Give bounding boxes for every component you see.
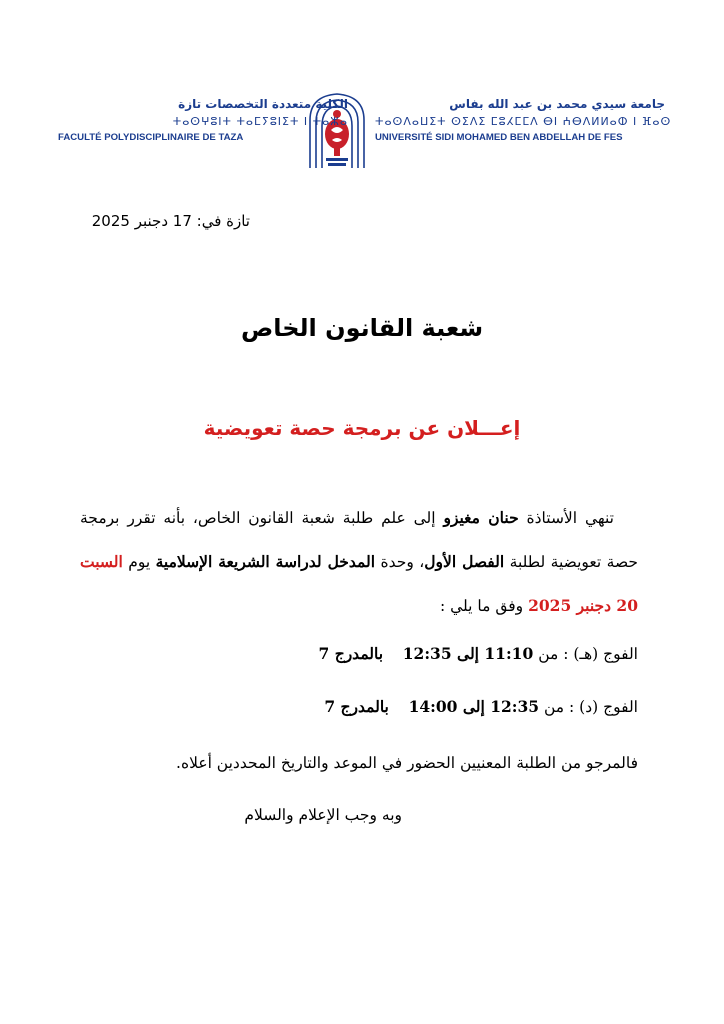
professor-name: حنان مغيزو (443, 508, 519, 527)
time-to: 12:35 (402, 644, 452, 663)
time-from: 12:35 (490, 697, 540, 716)
faculty-name-french: FACULTÉ POLYDISCIPLINAIRE DE TAZA (58, 132, 244, 143)
department-title: شعبة القانون الخاص (240, 314, 484, 342)
time-from: 11:10 (484, 644, 534, 663)
group-schedule-line (319, 644, 639, 663)
session-date: السبت 20 دجنبر 2025 (80, 552, 638, 615)
university-name-french: UNIVERSITÉ SIDI MOHAMED BEN ABDELLAH DE FES (375, 132, 623, 143)
body-text-3: ، وحدة (375, 553, 425, 571)
closing-sentence: فالمرجو من الطلبة المعنيين الحضور في الموعد والتاريخ المحددين أعلاه. (176, 754, 638, 772)
room: بالمدرج 7 (318, 644, 384, 663)
faculty-name-arabic: الكلية متعددة التخصصات تازة (178, 97, 348, 111)
time-to: 14:00 (408, 697, 458, 716)
body-text-2: إلى علم طلبة شعبة القانون الخاص، بأنه تقرر برمجة حصة تعويضية لطلبة (80, 509, 639, 571)
semester: الفصل الأول (424, 552, 505, 571)
group-label: الفوج (هـ) : من (533, 645, 638, 663)
announcement-paragraph (80, 496, 638, 628)
announcement-title: إعـــلان عن برمجة حصة تعويضية (203, 416, 521, 440)
body-text-4: يوم (122, 553, 156, 571)
time-separator: إلى (451, 644, 485, 663)
group-schedule-line (324, 697, 638, 716)
module-name: المدخل لدراسة الشريعة الإسلامية (155, 552, 376, 571)
time-separator: إلى (457, 697, 491, 716)
university-name-tifinagh: ⵜⴰⵙⴷⴰⵡⵉⵜ ⵙⵉⴷⵉ ⵎⵓⵃⵎⵎⴷ ⴱⵏ ⵄⴱⴷⵍⵍⴰⵀ ⵏ ⴼⴰⵙ (375, 115, 672, 128)
body-text-5: وفق ما يلي : (439, 597, 529, 615)
group-label: الفوج (د) : من (539, 698, 638, 716)
university-header (375, 96, 672, 145)
faculty-header (58, 96, 348, 145)
closing-regards: وبه وجب الإعلام والسلام (244, 806, 402, 824)
university-name-arabic: جامعة سيدي محمد بن عبد الله بفاس (449, 97, 665, 111)
body-text-1: تنهي الأستاذة (518, 509, 614, 527)
date-line: تازة في: 17 دجنبر 2025 (91, 212, 250, 230)
faculty-name-tifinagh: ⵜⴰⵙⵖⵓⵏⵜ ⵜⴰⵎⵢⵓⵏⵉⵜ ⵏ ⵜⴰⵣⴰ (172, 115, 348, 128)
room: بالمدرج 7 (324, 697, 389, 716)
